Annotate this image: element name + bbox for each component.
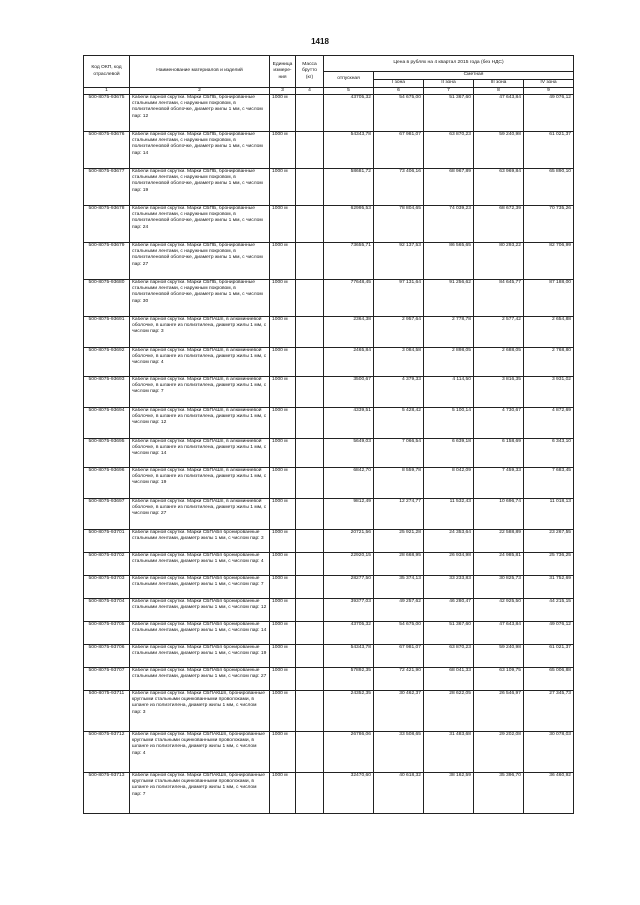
column-number: 5 <box>324 88 374 95</box>
column-number: 9 <box>524 88 574 95</box>
table-cell-zone3: 2 577,42 <box>474 317 524 348</box>
table-cell-code: 500-8075-93677 <box>84 169 130 206</box>
table-cell-zone4: 65 006,88 <box>524 668 574 691</box>
table-cell-release: 54343,78 <box>324 645 374 668</box>
table-cell-code: 500-8075-93712 <box>84 732 130 773</box>
table-cell-code: 500-8075-93703 <box>84 576 130 599</box>
table-cell-unit: 1000 м <box>270 553 296 576</box>
table-cell-zone4: 65 890,10 <box>524 169 574 206</box>
table-cell-zone1: 35 374,13 <box>374 576 424 599</box>
table-row <box>84 645 574 668</box>
table-row <box>84 691 574 732</box>
table-cell-zone3: 30 825,73 <box>474 576 524 599</box>
table-cell-zone3: 59 240,98 <box>474 645 524 668</box>
table-cell-code: 500-8075-93697 <box>84 499 130 530</box>
table-cell-zone2: 68 967,89 <box>424 169 474 206</box>
table-cell-name: Кабели парной скрутки. Марки СБПАШп, в алюминиевой оболочке, в шланге из полиэтилена, диаметр жилы 1 мм, с числом пар: 19 <box>130 468 270 499</box>
column-number: 1 <box>84 88 130 95</box>
table-cell-zone3: 22 588,89 <box>474 530 524 553</box>
table-cell-zone3: 10 696,74 <box>474 499 524 530</box>
table-cell-mass <box>296 576 324 599</box>
table-cell-zone2: 63 870,23 <box>424 645 474 668</box>
table-cell-unit: 1000 м <box>270 499 296 530</box>
table-cell-zone4: 6 343,10 <box>524 439 574 468</box>
table-cell-zone1: 2 957,64 <box>374 317 424 348</box>
header-unit: Единица измерения <box>270 56 296 88</box>
table-cell-zone1: 92 137,53 <box>374 243 424 280</box>
table-cell-mass <box>296 206 324 243</box>
table-cell-zone3: 7 459,33 <box>474 468 524 499</box>
column-number: 6 <box>374 88 424 95</box>
table-cell-zone3: 63 969,84 <box>474 169 524 206</box>
table-cell-zone4: 31 752,69 <box>524 576 574 599</box>
table-cell-release: 32470,60 <box>324 773 374 814</box>
table-cell-code: 500-8075-93693 <box>84 377 130 408</box>
column-number: 4 <box>296 88 324 95</box>
table-cell-zone1: 7 066,54 <box>374 439 424 468</box>
table-cell-mass <box>296 169 324 206</box>
table-cell-release: 3500,67 <box>324 377 374 408</box>
table-cell-zone4: 44 215,15 <box>524 599 574 622</box>
table-row <box>84 599 574 622</box>
table-cell-zone2: 24 353,64 <box>424 530 474 553</box>
table-cell-zone4: 49 076,12 <box>524 622 574 645</box>
table-cell-mass <box>296 499 324 530</box>
table-cell-release: 57892,35 <box>324 668 374 691</box>
table-cell-mass <box>296 553 324 576</box>
table-cell-release: 9812,49 <box>324 499 374 530</box>
table-cell-zone2: 2 898,05 <box>424 348 474 377</box>
table-cell-unit: 1000 м <box>270 645 296 668</box>
table-cell-release: 62995,53 <box>324 206 374 243</box>
table-cell-mass <box>296 645 324 668</box>
table-cell-release: 43705,32 <box>324 95 374 132</box>
table-cell-name: Кабели парной скрутки. Марки СБПАБп бронированные стальными лентами, диаметр жилы 1 мм, с числом пар: 27 <box>130 668 270 691</box>
table-cell-zone3: 24 985,81 <box>474 553 524 576</box>
header-estimate: Сметная <box>374 72 574 80</box>
table-cell-code: 500-8075-93678 <box>84 206 130 243</box>
table-cell-zone2: 6 639,18 <box>424 439 474 468</box>
table-cell-zone1: 67 981,07 <box>374 645 424 668</box>
table-cell-code: 500-8075-93713 <box>84 773 130 814</box>
table-cell-mass <box>296 317 324 348</box>
table-cell-release: 20721,56 <box>324 530 374 553</box>
table-cell-code: 500-8075-93675 <box>84 95 130 132</box>
table-cell-code: 500-8075-93701 <box>84 530 130 553</box>
table-row <box>84 468 574 499</box>
table-cell-zone4: 87 188,00 <box>524 280 574 317</box>
header-zone1: I зона <box>374 80 424 88</box>
table-cell-zone2: 51 367,60 <box>424 622 474 645</box>
table-cell-unit: 1000 м <box>270 576 296 599</box>
table-row <box>84 553 574 576</box>
table-cell-zone1: 78 804,65 <box>374 206 424 243</box>
table-cell-code: 500-8075-93691 <box>84 317 130 348</box>
table-cell-name: Кабели парной скрутки. Марки СБПБ, бронированные стальными лентами, с наружным покровом, в полиэтиленовой оболочке, диаметр жилы 1 мм, с числом пар: 30 <box>130 280 270 317</box>
column-number: 3 <box>270 88 296 95</box>
table-cell-mass <box>296 732 324 773</box>
table-cell-zone2: 68 041,33 <box>424 668 474 691</box>
table-cell-name: Кабели парной скрутки. Марки СБПБ, бронированные стальными лентами, с наружным покровом, в полиэтиленовой оболочке, диаметр жилы 1 мм, с числом пар: 12 <box>130 95 270 132</box>
table-cell-zone1: 5 428,42 <box>374 408 424 439</box>
table-cell-zone1: 40 618,32 <box>374 773 424 814</box>
table-cell-name: Кабели парной скрутки. Марки СБПАБп бронированные стальными лентами, диаметр жилы 1 мм, с числом пар: 12 <box>130 599 270 622</box>
header-code: Код ОКП, код отраслевой <box>84 56 130 88</box>
table-cell-zone4: 30 078,03 <box>524 732 574 773</box>
table-row <box>84 377 574 408</box>
table-cell-mass <box>296 280 324 317</box>
table-cell-zone1: 67 981,07 <box>374 132 424 169</box>
table-cell-mass <box>296 668 324 691</box>
table-row <box>84 439 574 468</box>
table-cell-zone4: 2 768,80 <box>524 348 574 377</box>
table-cell-zone1: 30 462,37 <box>374 691 424 732</box>
table-cell-release: 2364,38 <box>324 317 374 348</box>
table-cell-unit: 1000 м <box>270 377 296 408</box>
table-cell-code: 500-8075-93696 <box>84 468 130 499</box>
table-cell-release: 24352,35 <box>324 691 374 732</box>
table-cell-zone1: 25 921,28 <box>374 530 424 553</box>
table-cell-zone3: 6 158,69 <box>474 439 524 468</box>
table-cell-name: Кабели парной скрутки. Марки СБПАШп, в алюминиевой оболочке, в шланге из полиэтилена, диаметр жилы 1 мм, с числом пар: 27 <box>130 499 270 530</box>
table-cell-zone2: 74 039,23 <box>424 206 474 243</box>
table-cell-zone3: 3 816,35 <box>474 377 524 408</box>
table-row <box>84 243 574 280</box>
table-cell-zone2: 5 100,14 <box>424 408 474 439</box>
table-cell-release: 28277,50 <box>324 576 374 599</box>
table-cell-mass <box>296 95 324 132</box>
table-row <box>84 773 574 814</box>
table-row <box>84 499 574 530</box>
table-cell-zone1: 33 508,65 <box>374 732 424 773</box>
table-row <box>84 95 574 132</box>
header-release: отпускная <box>324 72 374 88</box>
table-cell-zone1: 72 421,90 <box>374 668 424 691</box>
table-cell-zone3: 80 293,22 <box>474 243 524 280</box>
table-cell-release: 22920,15 <box>324 553 374 576</box>
table-cell-zone1: 12 274,77 <box>374 499 424 530</box>
table-cell-mass <box>296 468 324 499</box>
table-cell-unit: 1000 м <box>270 732 296 773</box>
table-cell-unit: 1000 м <box>270 530 296 553</box>
table-cell-code: 500-8075-93705 <box>84 622 130 645</box>
page-number: 1418 <box>311 37 329 46</box>
table-cell-zone2: 51 367,60 <box>424 95 474 132</box>
table-cell-name: Кабели парной скрутки. Марки СБПБ, бронированные стальными лентами, с наружным покровом, в полиэтиленовой оболочке, диаметр жилы 1 мм, с числом пар: 27 <box>130 243 270 280</box>
table-row <box>84 132 574 169</box>
table-cell-zone4: 3 931,02 <box>524 377 574 408</box>
table-cell-zone2: 63 870,23 <box>424 132 474 169</box>
table-row <box>84 622 574 645</box>
table-cell-name: Кабели парной скрутки. Марки СБПАКШп, бронированные круглыми стальными оцинкованными проволоками, в шланге из полиэтилена, диаметр жилы 1 мм, с числом пар: 3 <box>130 691 270 732</box>
table-cell-zone1: 97 131,64 <box>374 280 424 317</box>
table-row <box>84 530 574 553</box>
table-cell-name: Кабели парной скрутки. Марки СБПБ, бронированные стальными лентами, с наружным покровом, в полиэтиленовой оболочке, диаметр жилы 1 мм, с числом пар: 14 <box>130 132 270 169</box>
table-cell-zone2: 38 162,59 <box>424 773 474 814</box>
column-number: 7 <box>424 88 474 95</box>
table-cell-unit: 1000 м <box>270 622 296 645</box>
table-cell-zone4: 25 736,25 <box>524 553 574 576</box>
table-cell-name: Кабели парной скрутки. Марки СБПБ, бронированные стальными лентами, с наружным покровом, в полиэтиленовой оболочке, диаметр жилы 1 мм, с числом пар: 24 <box>130 206 270 243</box>
table-cell-name: Кабели парной скрутки. Марки СБПАБп бронированные стальными лентами, диаметр жилы 1 мм, с числом пар: 3 <box>130 530 270 553</box>
column-number: 2 <box>130 88 270 95</box>
table-cell-zone2: 4 114,50 <box>424 377 474 408</box>
table-cell-release: 26786,06 <box>324 732 374 773</box>
table-cell-name: Кабели парной скрутки. Марки СБПАШп, в алюминиевой оболочке, в шланге из полиэтилена, диаметр жилы 1 мм, с числом пар: 3 <box>130 317 270 348</box>
table-cell-unit: 1000 м <box>270 773 296 814</box>
table-cell-zone3: 47 643,84 <box>474 622 524 645</box>
table-cell-release: 54343,78 <box>324 132 374 169</box>
table-cell-release: 2465,84 <box>324 348 374 377</box>
table-cell-zone3: 63 109,75 <box>474 668 524 691</box>
table-cell-name: Кабели парной скрутки. Марки СБПАШп, в алюминиевой оболочке, в шланге из полиэтилена, диаметр жилы 1 мм, с числом пар: 7 <box>130 377 270 408</box>
table-cell-zone2: 91 256,62 <box>424 280 474 317</box>
table-cell-zone3: 59 240,98 <box>474 132 524 169</box>
table-cell-zone1: 3 084,58 <box>374 348 424 377</box>
table-cell-code: 500-8075-93679 <box>84 243 130 280</box>
table-cell-code: 500-8075-93676 <box>84 132 130 169</box>
table-cell-release: 5649,03 <box>324 439 374 468</box>
table-cell-mass <box>296 773 324 814</box>
table-cell-unit: 1000 м <box>270 243 296 280</box>
table-cell-zone4: 70 735,26 <box>524 206 574 243</box>
table-cell-name: Кабели парной скрутки. Марки СБПАКШп, бронированные круглыми стальными оцинкованными проволоками, в шланге из полиэтилена, диаметр жилы 1 мм, с числом пар: 7 <box>130 773 270 814</box>
table-cell-unit: 1000 м <box>270 691 296 732</box>
table-cell-release: 77648,45 <box>324 280 374 317</box>
table-cell-zone2: 2 778,78 <box>424 317 474 348</box>
table-cell-zone2: 26 934,98 <box>424 553 474 576</box>
table-cell-mass <box>296 132 324 169</box>
table-row <box>84 408 574 439</box>
table-cell-name: Кабели парной скрутки. Марки СБПАШп, в алюминиевой оболочке, в шланге из полиэтилена, диаметр жилы 1 мм, с числом пар: 14 <box>130 439 270 468</box>
table-cell-zone3: 42 925,50 <box>474 599 524 622</box>
header-zone2: II зона <box>424 80 474 88</box>
table-cell-unit: 1000 м <box>270 599 296 622</box>
table-cell-zone4: 4 872,69 <box>524 408 574 439</box>
table-cell-zone4: 49 076,12 <box>524 95 574 132</box>
table-cell-zone4: 61 021,37 <box>524 132 574 169</box>
table-cell-code: 500-8075-93707 <box>84 668 130 691</box>
table-cell-code: 500-8075-93704 <box>84 599 130 622</box>
table-cell-zone1: 49 257,62 <box>374 599 424 622</box>
table-cell-zone4: 82 706,99 <box>524 243 574 280</box>
table-row <box>84 206 574 243</box>
table-cell-mass <box>296 243 324 280</box>
table-cell-mass <box>296 622 324 645</box>
table-cell-zone2: 11 532,43 <box>424 499 474 530</box>
table-cell-unit: 1000 м <box>270 439 296 468</box>
table-cell-zone3: 84 645,77 <box>474 280 524 317</box>
table-cell-code: 500-8075-93692 <box>84 348 130 377</box>
header-zone3: III зона <box>474 80 524 88</box>
table-cell-zone4: 36 460,92 <box>524 773 574 814</box>
table-row <box>84 576 574 599</box>
table-cell-zone2: 28 622,05 <box>424 691 474 732</box>
table-cell-unit: 1000 м <box>270 132 296 169</box>
table-cell-name: Кабели парной скрутки. Марки СБПАШп, в алюминиевой оболочке, в шланге из полиэтилена, диаметр жилы 1 мм, с числом пар: 12 <box>130 408 270 439</box>
table-cell-zone1: 54 675,00 <box>374 95 424 132</box>
table-cell-zone1: 4 379,33 <box>374 377 424 408</box>
table-cell-zone2: 86 565,65 <box>424 243 474 280</box>
table-cell-release: 58681,72 <box>324 169 374 206</box>
header-mass: Масса брутто (кг) <box>296 56 324 88</box>
table-cell-name: Кабели парной скрутки. Марки СБПАКШп, бронированные круглыми стальными оцинкованными проволоками, в шланге из полиэтилена, диаметр жилы 1 мм, с числом пар: 4 <box>130 732 270 773</box>
table-cell-mass <box>296 408 324 439</box>
table-cell-name: Кабели парной скрутки. Марки СБПАШп, в алюминиевой оболочке, в шланге из полиэтилена, диаметр жилы 1 мм, с числом пар: 4 <box>130 348 270 377</box>
table-cell-code: 500-8075-93695 <box>84 439 130 468</box>
table-cell-zone3: 47 643,84 <box>474 95 524 132</box>
header-price-group: Цена в рублях на 4 квартал 2015 года (без НДС) <box>324 56 574 72</box>
table-cell-mass <box>296 530 324 553</box>
table-cell-zone2: 33 233,83 <box>424 576 474 599</box>
table-cell-mass <box>296 348 324 377</box>
table-cell-unit: 1000 м <box>270 668 296 691</box>
table-cell-unit: 1000 м <box>270 468 296 499</box>
table-cell-zone3: 26 546,97 <box>474 691 524 732</box>
table-cell-name: Кабели парной скрутки. Марки СБПАБп бронированные стальными лентами, диаметр жилы 1 мм, с числом пар: 4 <box>130 553 270 576</box>
table-cell-zone3: 68 672,39 <box>474 206 524 243</box>
column-numbers-row <box>84 88 574 95</box>
table-cell-unit: 1000 м <box>270 206 296 243</box>
table-cell-release: 39377,03 <box>324 599 374 622</box>
table-cell-release: 73655,71 <box>324 243 374 280</box>
table-row <box>84 348 574 377</box>
table-cell-zone4: 11 018,13 <box>524 499 574 530</box>
table-cell-zone4: 2 654,88 <box>524 317 574 348</box>
table-cell-code: 500-8075-93711 <box>84 691 130 732</box>
table-cell-mass <box>296 377 324 408</box>
table-row <box>84 732 574 773</box>
table-cell-zone3: 35 396,70 <box>474 773 524 814</box>
table-row <box>84 317 574 348</box>
table-row <box>84 169 574 206</box>
table-cell-code: 500-8075-93702 <box>84 553 130 576</box>
table-cell-mass <box>296 439 324 468</box>
table-cell-unit: 1000 м <box>270 317 296 348</box>
table-cell-name: Кабели парной скрутки. Марки СБПАБп бронированные стальными лентами, диаметр жилы 1 мм, с числом пар: 14 <box>130 622 270 645</box>
table-cell-unit: 1000 м <box>270 280 296 317</box>
table-cell-unit: 1000 м <box>270 408 296 439</box>
table-cell-mass <box>296 691 324 732</box>
table-cell-zone3: 4 730,67 <box>474 408 524 439</box>
table-cell-zone1: 8 559,78 <box>374 468 424 499</box>
table-cell-zone2: 31 483,68 <box>424 732 474 773</box>
table-cell-zone4: 27 345,73 <box>524 691 574 732</box>
table-cell-zone2: 46 280,47 <box>424 599 474 622</box>
table-cell-zone1: 73 406,16 <box>374 169 424 206</box>
table-cell-zone3: 2 688,05 <box>474 348 524 377</box>
table-cell-release: 4339,51 <box>324 408 374 439</box>
table-cell-unit: 1000 м <box>270 169 296 206</box>
table-cell-release: 6842,70 <box>324 468 374 499</box>
table-cell-unit: 1000 м <box>270 95 296 132</box>
table-cell-zone1: 54 675,00 <box>374 622 424 645</box>
table-cell-name: Кабели парной скрутки. Марки СБПАБп бронированные стальными лентами, диаметр жилы 1 мм, с числом пар: 7 <box>130 576 270 599</box>
price-table <box>83 55 574 814</box>
header-name: Наименование материалов и изделий <box>130 56 270 88</box>
table-cell-code: 500-8075-93680 <box>84 280 130 317</box>
table-cell-name: Кабели парной скрутки. Марки СБПАБп бронированные стальными лентами, диаметр жилы 1 мм, с числом пар: 19 <box>130 645 270 668</box>
table-cell-zone2: 8 042,09 <box>424 468 474 499</box>
column-number: 8 <box>474 88 524 95</box>
header-zone4: IV зона <box>524 80 574 88</box>
table-cell-zone4: 23 267,55 <box>524 530 574 553</box>
table-cell-name: Кабели парной скрутки. Марки СБПБ, бронированные стальными лентами, с наружным покровом, в полиэтиленовой оболочке, диаметр жилы 1 мм, с числом пар: 19 <box>130 169 270 206</box>
table-cell-zone4: 7 683,45 <box>524 468 574 499</box>
table-cell-release: 43705,32 <box>324 622 374 645</box>
table-cell-zone1: 28 668,95 <box>374 553 424 576</box>
table-cell-code: 500-8075-93706 <box>84 645 130 668</box>
table-cell-zone3: 29 202,08 <box>474 732 524 773</box>
table-row <box>84 280 574 317</box>
table-cell-code: 500-8075-93694 <box>84 408 130 439</box>
table-cell-mass <box>296 599 324 622</box>
table-row <box>84 668 574 691</box>
table-cell-unit: 1000 м <box>270 348 296 377</box>
table-cell-zone4: 61 021,37 <box>524 645 574 668</box>
